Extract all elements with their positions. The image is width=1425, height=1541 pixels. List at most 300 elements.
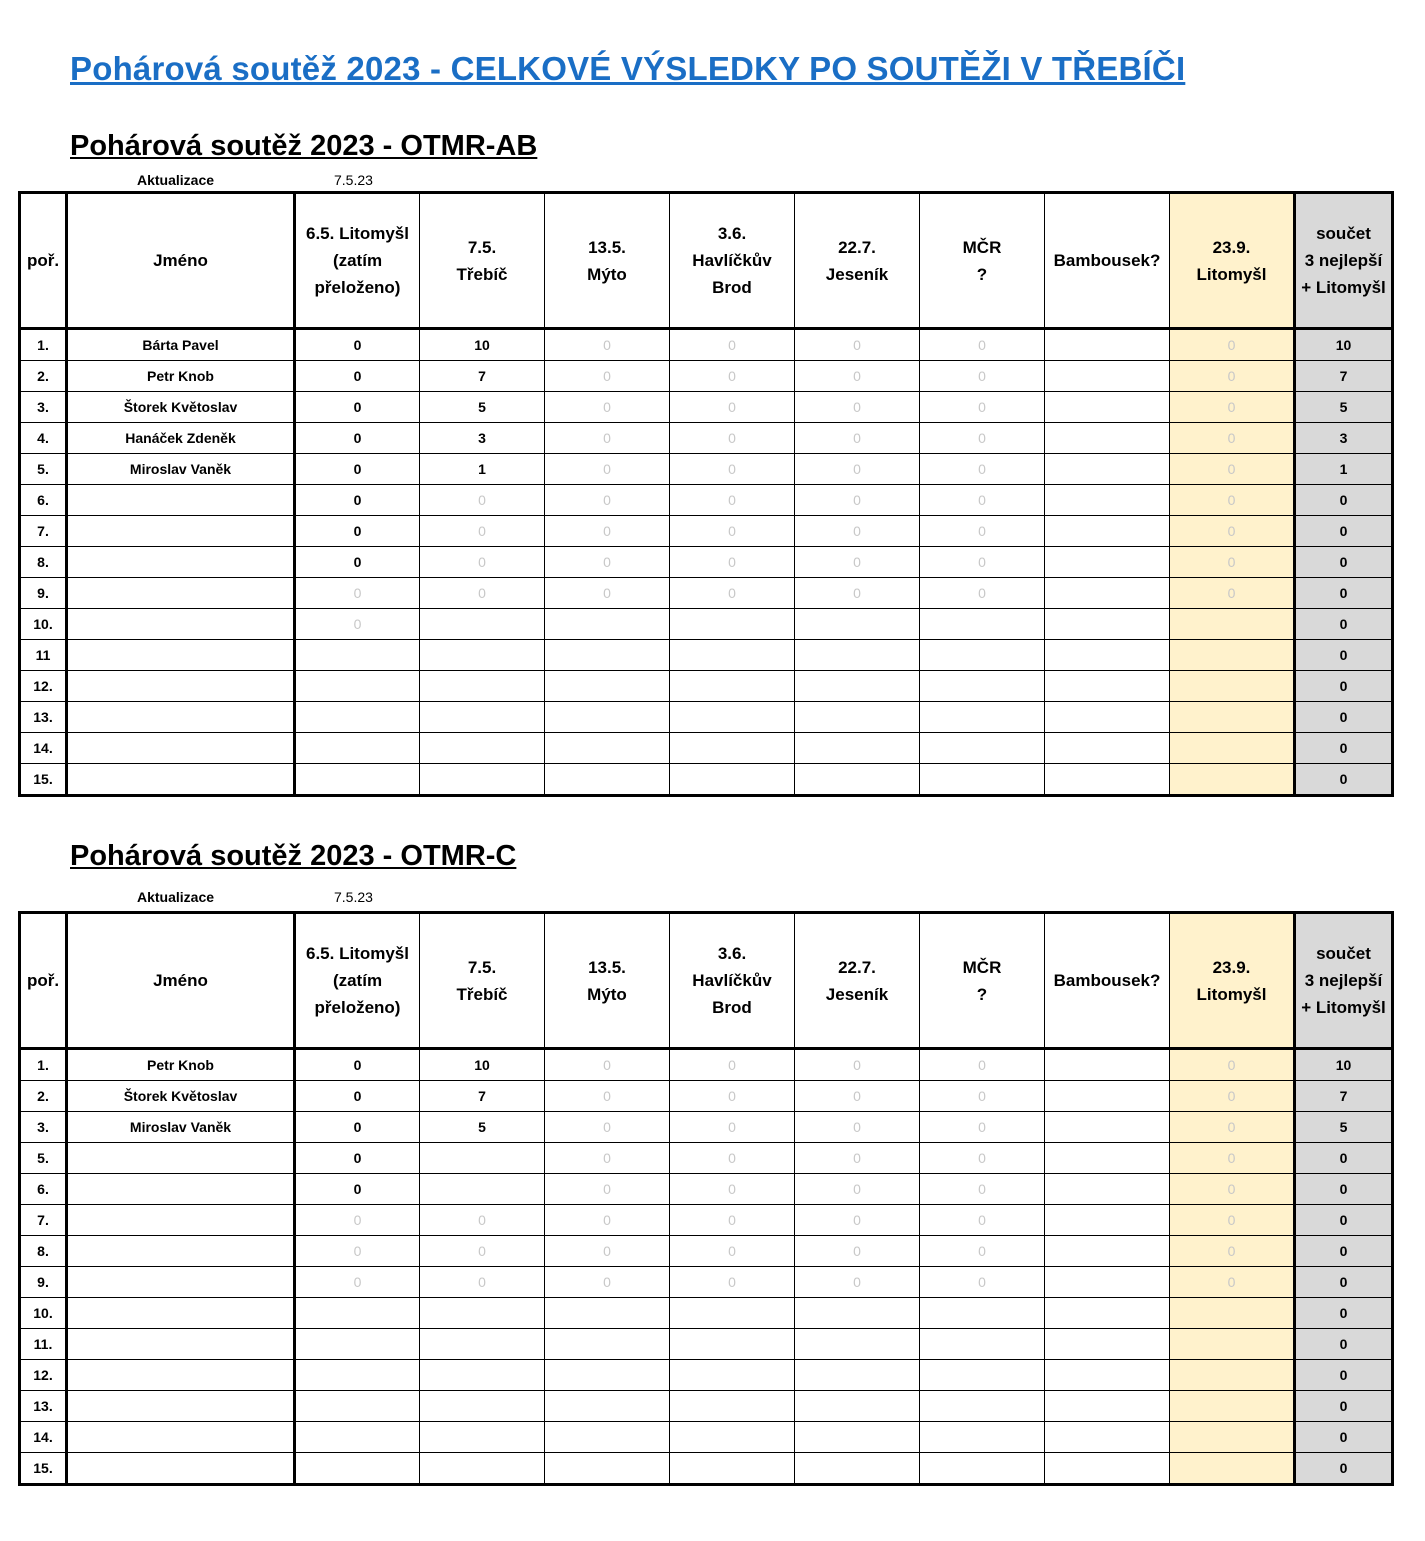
score-cell-litomysl-65: 0 <box>295 516 420 547</box>
column-header-litomysl-65: 6.5. Litomyšl (zatím přeloženo) <box>295 193 420 329</box>
score-cell-bambousek <box>1045 392 1170 423</box>
score-cell-bambousek <box>1045 1205 1170 1236</box>
score-cell-bambousek <box>1045 547 1170 578</box>
score-cell-bambousek <box>1045 516 1170 547</box>
score-cell-litomysl-239: 0 <box>1170 329 1295 361</box>
score-cell-jesenik-227 <box>795 764 920 796</box>
score-cell-havlickuv-brod-36: 0 <box>670 1143 795 1174</box>
score-cell-mcr <box>920 671 1045 702</box>
score-cell-jesenik-227: 0 <box>795 547 920 578</box>
score-cell-bambousek <box>1045 454 1170 485</box>
score-cell-myto-135 <box>545 1453 670 1485</box>
rank-cell: 2. <box>20 361 67 392</box>
table-row <box>20 764 1393 796</box>
rank-cell: 3. <box>20 392 67 423</box>
score-cell-litomysl-239: 0 <box>1170 1049 1295 1081</box>
table-row <box>20 454 1393 485</box>
competitor-name <box>67 1391 295 1422</box>
rank-cell: 14. <box>20 733 67 764</box>
score-cell-litomysl-239: 0 <box>1170 1143 1295 1174</box>
competitor-name: Miroslav Vaněk <box>67 454 295 485</box>
score-cell-jesenik-227 <box>795 609 920 640</box>
score-cell-havlickuv-brod-36 <box>670 640 795 671</box>
score-cell-litomysl-239: 0 <box>1170 1174 1295 1205</box>
score-cell-litomysl-239: 0 <box>1170 1205 1295 1236</box>
table-row <box>20 1049 1393 1081</box>
competitor-name <box>67 1453 295 1485</box>
score-cell-trebic-75 <box>420 1391 545 1422</box>
score-cell-jesenik-227: 0 <box>795 329 920 361</box>
score-cell-litomysl-239: 0 <box>1170 454 1295 485</box>
score-cell-litomysl-239 <box>1170 609 1295 640</box>
competitor-name <box>67 1422 295 1453</box>
column-header-bambousek: Bambousek? <box>1045 913 1170 1049</box>
competitor-name: Štorek Květoslav <box>67 392 295 423</box>
score-cell-trebic-75: 0 <box>420 1205 545 1236</box>
score-cell-trebic-75: 10 <box>420 329 545 361</box>
score-cell-havlickuv-brod-36: 0 <box>670 329 795 361</box>
table-row <box>20 671 1393 702</box>
section-title-otmr-c: Pohárová soutěž 2023 - OTMR-C <box>70 840 517 872</box>
table-row <box>20 578 1393 609</box>
column-header-name: Jméno <box>67 913 295 1049</box>
table-row <box>20 640 1393 671</box>
score-cell-bambousek <box>1045 1143 1170 1174</box>
score-cell-trebic-75: 7 <box>420 1081 545 1112</box>
score-cell-myto-135 <box>545 1298 670 1329</box>
total-score: 0 <box>1295 609 1393 640</box>
total-score: 7 <box>1295 361 1393 392</box>
score-cell-trebic-75 <box>420 733 545 764</box>
score-cell-litomysl-239: 0 <box>1170 1081 1295 1112</box>
score-cell-havlickuv-brod-36: 0 <box>670 1081 795 1112</box>
score-cell-bambousek <box>1045 671 1170 702</box>
score-cell-litomysl-239 <box>1170 1391 1295 1422</box>
column-header-litomysl-65: 6.5. Litomyšl (zatím přeloženo) <box>295 913 420 1049</box>
score-cell-jesenik-227 <box>795 733 920 764</box>
score-cell-litomysl-65 <box>295 1360 420 1391</box>
score-cell-myto-135: 0 <box>545 1267 670 1298</box>
score-cell-myto-135: 0 <box>545 516 670 547</box>
score-cell-litomysl-65 <box>295 1329 420 1360</box>
score-cell-trebic-75: 3 <box>420 423 545 454</box>
score-cell-trebic-75 <box>420 1143 545 1174</box>
competitor-name <box>67 578 295 609</box>
score-cell-havlickuv-brod-36 <box>670 733 795 764</box>
table-row <box>20 702 1393 733</box>
score-cell-jesenik-227 <box>795 1391 920 1422</box>
score-cell-myto-135 <box>545 1422 670 1453</box>
table-row <box>20 1391 1393 1422</box>
total-score: 0 <box>1295 1236 1393 1267</box>
score-cell-jesenik-227: 0 <box>795 392 920 423</box>
score-cell-litomysl-65: 0 <box>295 1081 420 1112</box>
score-cell-jesenik-227: 0 <box>795 1049 920 1081</box>
rank-cell: 13. <box>20 1391 67 1422</box>
score-cell-bambousek <box>1045 702 1170 733</box>
score-cell-myto-135: 0 <box>545 547 670 578</box>
score-cell-mcr <box>920 764 1045 796</box>
table-row <box>20 1143 1393 1174</box>
score-cell-havlickuv-brod-36: 0 <box>670 423 795 454</box>
score-cell-trebic-75 <box>420 1298 545 1329</box>
score-cell-mcr: 0 <box>920 1143 1045 1174</box>
score-cell-litomysl-65 <box>295 1391 420 1422</box>
competitor-name <box>67 1360 295 1391</box>
score-cell-bambousek <box>1045 1422 1170 1453</box>
rank-cell: 15. <box>20 764 67 796</box>
score-cell-jesenik-227: 0 <box>795 454 920 485</box>
update-date: 7.5.23 <box>334 172 373 188</box>
rank-cell: 5. <box>20 1143 67 1174</box>
score-cell-litomysl-239: 0 <box>1170 578 1295 609</box>
score-cell-mcr <box>920 1391 1045 1422</box>
score-cell-litomysl-65: 0 <box>295 423 420 454</box>
competitor-name <box>67 671 295 702</box>
score-cell-bambousek <box>1045 1298 1170 1329</box>
score-cell-bambousek <box>1045 329 1170 361</box>
score-cell-litomysl-65: 0 <box>295 1205 420 1236</box>
rank-cell: 6. <box>20 1174 67 1205</box>
rank-cell: 15. <box>20 1453 67 1485</box>
score-cell-litomysl-65: 0 <box>295 392 420 423</box>
score-cell-mcr: 0 <box>920 1049 1045 1081</box>
table-row <box>20 1236 1393 1267</box>
score-cell-myto-135 <box>545 1329 670 1360</box>
column-header-rank: poř. <box>20 913 67 1049</box>
document-title: Pohárová soutěž 2023 - CELKOVÉ VÝSLEDKY PO SOUTĚŽI V TŘEBÍČI <box>70 50 1186 87</box>
total-score: 10 <box>1295 329 1393 361</box>
score-cell-havlickuv-brod-36 <box>670 1391 795 1422</box>
score-cell-havlickuv-brod-36: 0 <box>670 516 795 547</box>
score-cell-litomysl-65 <box>295 702 420 733</box>
total-score: 5 <box>1295 392 1393 423</box>
score-cell-trebic-75 <box>420 702 545 733</box>
table-row <box>20 423 1393 454</box>
column-header-rank: poř. <box>20 193 67 329</box>
results-table-otmr-ab <box>18 191 1394 797</box>
score-cell-bambousek <box>1045 1236 1170 1267</box>
rank-cell: 2. <box>20 1081 67 1112</box>
score-cell-mcr <box>920 1453 1045 1485</box>
score-cell-litomysl-239: 0 <box>1170 361 1295 392</box>
column-header-havlickuv-brod-36: 3.6. Havlíčkův Brod <box>670 193 795 329</box>
score-cell-litomysl-239: 0 <box>1170 392 1295 423</box>
competitor-name <box>67 1267 295 1298</box>
rank-cell: 7. <box>20 516 67 547</box>
table-row <box>20 1205 1393 1236</box>
score-cell-jesenik-227: 0 <box>795 1143 920 1174</box>
score-cell-mcr: 0 <box>920 516 1045 547</box>
column-header-havlickuv-brod-36: 3.6. Havlíčkův Brod <box>670 913 795 1049</box>
competitor-name: Štorek Květoslav <box>67 1081 295 1112</box>
total-score: 0 <box>1295 1298 1393 1329</box>
score-cell-mcr <box>920 1329 1045 1360</box>
update-label: Aktualizace <box>137 889 215 905</box>
score-cell-mcr <box>920 702 1045 733</box>
score-cell-mcr: 0 <box>920 1205 1045 1236</box>
column-header-mcr: MČR ? <box>920 193 1045 329</box>
score-cell-litomysl-65: 0 <box>295 1236 420 1267</box>
score-cell-trebic-75 <box>420 764 545 796</box>
score-cell-trebic-75: 0 <box>420 1267 545 1298</box>
table-row <box>20 1298 1393 1329</box>
total-score: 1 <box>1295 454 1393 485</box>
table-row <box>20 361 1393 392</box>
column-header-litomysl-239: 23.9. Litomyšl <box>1170 193 1295 329</box>
total-score: 0 <box>1295 1329 1393 1360</box>
score-cell-trebic-75: 5 <box>420 392 545 423</box>
score-cell-bambousek <box>1045 764 1170 796</box>
score-cell-litomysl-239 <box>1170 1329 1295 1360</box>
score-cell-trebic-75: 0 <box>420 516 545 547</box>
score-cell-havlickuv-brod-36: 0 <box>670 392 795 423</box>
score-cell-myto-135 <box>545 733 670 764</box>
score-cell-trebic-75: 0 <box>420 485 545 516</box>
score-cell-havlickuv-brod-36 <box>670 764 795 796</box>
score-cell-litomysl-239 <box>1170 671 1295 702</box>
rank-cell: 13. <box>20 702 67 733</box>
score-cell-litomysl-65: 0 <box>295 454 420 485</box>
score-cell-myto-135: 0 <box>545 578 670 609</box>
score-cell-myto-135 <box>545 609 670 640</box>
total-score: 0 <box>1295 1143 1393 1174</box>
score-cell-bambousek <box>1045 485 1170 516</box>
score-cell-bambousek <box>1045 733 1170 764</box>
score-cell-jesenik-227: 0 <box>795 1205 920 1236</box>
score-cell-litomysl-239: 0 <box>1170 1267 1295 1298</box>
score-cell-bambousek <box>1045 1049 1170 1081</box>
score-cell-litomysl-65: 0 <box>295 547 420 578</box>
score-cell-bambousek <box>1045 1360 1170 1391</box>
score-cell-litomysl-239: 0 <box>1170 485 1295 516</box>
rank-cell: 6. <box>20 485 67 516</box>
competitor-name <box>67 640 295 671</box>
rank-cell: 11 <box>20 640 67 671</box>
score-cell-litomysl-65 <box>295 733 420 764</box>
score-cell-havlickuv-brod-36: 0 <box>670 485 795 516</box>
table-row <box>20 1360 1393 1391</box>
rank-cell: 9. <box>20 578 67 609</box>
score-cell-mcr <box>920 640 1045 671</box>
score-cell-myto-135: 0 <box>545 1143 670 1174</box>
score-cell-litomysl-239: 0 <box>1170 423 1295 454</box>
competitor-name <box>67 1205 295 1236</box>
column-header-mcr: MČR ? <box>920 913 1045 1049</box>
score-cell-mcr <box>920 1360 1045 1391</box>
score-cell-mcr: 0 <box>920 454 1045 485</box>
score-cell-jesenik-227 <box>795 1360 920 1391</box>
score-cell-mcr: 0 <box>920 485 1045 516</box>
score-cell-jesenik-227: 0 <box>795 485 920 516</box>
total-score: 7 <box>1295 1081 1393 1112</box>
score-cell-mcr <box>920 1422 1045 1453</box>
score-cell-bambousek <box>1045 1329 1170 1360</box>
column-header-sum: součet 3 nejlepší + Litomyšl <box>1295 193 1393 329</box>
score-cell-litomysl-65 <box>295 640 420 671</box>
score-cell-trebic-75 <box>420 609 545 640</box>
rank-cell: 5. <box>20 454 67 485</box>
rank-cell: 8. <box>20 547 67 578</box>
score-cell-havlickuv-brod-36: 0 <box>670 361 795 392</box>
rank-cell: 1. <box>20 329 67 361</box>
score-cell-myto-135: 0 <box>545 392 670 423</box>
column-header-jesenik-227: 22.7. Jeseník <box>795 913 920 1049</box>
competitor-name <box>67 547 295 578</box>
score-cell-litomysl-239: 0 <box>1170 516 1295 547</box>
score-cell-havlickuv-brod-36: 0 <box>670 1267 795 1298</box>
score-cell-bambousek <box>1045 423 1170 454</box>
table-row <box>20 733 1393 764</box>
score-cell-litomysl-65: 0 <box>295 1174 420 1205</box>
rank-cell: 11. <box>20 1329 67 1360</box>
score-cell-havlickuv-brod-36 <box>670 671 795 702</box>
score-cell-litomysl-65: 0 <box>295 578 420 609</box>
score-cell-jesenik-227 <box>795 671 920 702</box>
score-cell-myto-135: 0 <box>545 361 670 392</box>
score-cell-mcr: 0 <box>920 423 1045 454</box>
score-cell-havlickuv-brod-36: 0 <box>670 1174 795 1205</box>
table-row <box>20 1081 1393 1112</box>
score-cell-jesenik-227: 0 <box>795 1112 920 1143</box>
score-cell-litomysl-239 <box>1170 640 1295 671</box>
score-cell-litomysl-65 <box>295 671 420 702</box>
score-cell-jesenik-227 <box>795 1329 920 1360</box>
score-cell-havlickuv-brod-36: 0 <box>670 578 795 609</box>
rank-cell: 1. <box>20 1049 67 1081</box>
score-cell-bambousek <box>1045 1081 1170 1112</box>
score-cell-bambousek <box>1045 640 1170 671</box>
competitor-name <box>67 1174 295 1205</box>
score-cell-jesenik-227: 0 <box>795 578 920 609</box>
score-cell-myto-135 <box>545 702 670 733</box>
table-row <box>20 485 1393 516</box>
competitor-name <box>67 733 295 764</box>
score-cell-litomysl-65: 0 <box>295 1267 420 1298</box>
total-score: 0 <box>1295 516 1393 547</box>
score-cell-havlickuv-brod-36 <box>670 702 795 733</box>
score-cell-havlickuv-brod-36: 0 <box>670 1112 795 1143</box>
table-row <box>20 1453 1393 1485</box>
score-cell-litomysl-239 <box>1170 1298 1295 1329</box>
score-cell-litomysl-65: 0 <box>295 485 420 516</box>
table-row <box>20 547 1393 578</box>
total-score: 5 <box>1295 1112 1393 1143</box>
total-score: 0 <box>1295 1267 1393 1298</box>
table-row <box>20 1422 1393 1453</box>
score-cell-litomysl-65: 0 <box>295 1143 420 1174</box>
score-cell-jesenik-227 <box>795 640 920 671</box>
score-cell-litomysl-65 <box>295 1422 420 1453</box>
competitor-name <box>67 609 295 640</box>
score-cell-trebic-75 <box>420 640 545 671</box>
score-cell-bambousek <box>1045 1112 1170 1143</box>
score-cell-trebic-75 <box>420 1329 545 1360</box>
score-cell-trebic-75: 10 <box>420 1049 545 1081</box>
total-score: 0 <box>1295 1174 1393 1205</box>
score-cell-myto-135 <box>545 764 670 796</box>
rank-cell: 7. <box>20 1205 67 1236</box>
competitor-name: Hanáček Zdeněk <box>67 423 295 454</box>
results-table-otmr-c <box>18 911 1394 1486</box>
score-cell-litomysl-65: 0 <box>295 361 420 392</box>
score-cell-havlickuv-brod-36: 0 <box>670 1205 795 1236</box>
column-header-myto-135: 13.5. Mýto <box>545 193 670 329</box>
competitor-name <box>67 1298 295 1329</box>
score-cell-litomysl-239 <box>1170 702 1295 733</box>
column-header-bambousek: Bambousek? <box>1045 193 1170 329</box>
score-cell-myto-135: 0 <box>545 423 670 454</box>
column-header-name: Jméno <box>67 193 295 329</box>
rank-cell: 9. <box>20 1267 67 1298</box>
score-cell-litomysl-239 <box>1170 764 1295 796</box>
score-cell-mcr: 0 <box>920 329 1045 361</box>
score-cell-mcr: 0 <box>920 547 1045 578</box>
score-cell-myto-135: 0 <box>545 1205 670 1236</box>
score-cell-myto-135: 0 <box>545 454 670 485</box>
header-row <box>20 913 1393 1049</box>
score-cell-bambousek <box>1045 361 1170 392</box>
score-cell-havlickuv-brod-36: 0 <box>670 454 795 485</box>
score-cell-bambousek <box>1045 578 1170 609</box>
score-cell-trebic-75: 1 <box>420 454 545 485</box>
rank-cell: 10. <box>20 1298 67 1329</box>
score-cell-havlickuv-brod-36 <box>670 1329 795 1360</box>
competitor-name <box>67 764 295 796</box>
score-cell-mcr: 0 <box>920 1267 1045 1298</box>
table-row <box>20 1174 1393 1205</box>
score-cell-mcr: 0 <box>920 1174 1045 1205</box>
score-cell-havlickuv-brod-36 <box>670 1453 795 1485</box>
score-cell-myto-135 <box>545 1360 670 1391</box>
score-cell-jesenik-227: 0 <box>795 1174 920 1205</box>
score-cell-litomysl-65: 0 <box>295 329 420 361</box>
rank-cell: 3. <box>20 1112 67 1143</box>
score-cell-trebic-75 <box>420 1174 545 1205</box>
column-header-myto-135: 13.5. Mýto <box>545 913 670 1049</box>
score-cell-mcr: 0 <box>920 361 1045 392</box>
column-header-jesenik-227: 22.7. Jeseník <box>795 193 920 329</box>
score-cell-myto-135: 0 <box>545 1236 670 1267</box>
competitor-name <box>67 1236 295 1267</box>
score-cell-jesenik-227: 0 <box>795 1236 920 1267</box>
competitor-name <box>67 1143 295 1174</box>
rank-cell: 10. <box>20 609 67 640</box>
competitor-name <box>67 516 295 547</box>
score-cell-havlickuv-brod-36: 0 <box>670 547 795 578</box>
table-row <box>20 609 1393 640</box>
total-score: 0 <box>1295 764 1393 796</box>
score-cell-jesenik-227: 0 <box>795 1267 920 1298</box>
score-cell-trebic-75 <box>420 671 545 702</box>
score-cell-myto-135: 0 <box>545 1174 670 1205</box>
score-cell-mcr: 0 <box>920 578 1045 609</box>
table-row <box>20 1267 1393 1298</box>
score-cell-havlickuv-brod-36: 0 <box>670 1049 795 1081</box>
score-cell-litomysl-239: 0 <box>1170 1236 1295 1267</box>
column-header-litomysl-239: 23.9. Litomyšl <box>1170 913 1295 1049</box>
score-cell-jesenik-227: 0 <box>795 1081 920 1112</box>
table-row <box>20 329 1393 361</box>
score-cell-myto-135: 0 <box>545 1112 670 1143</box>
score-cell-trebic-75 <box>420 1422 545 1453</box>
score-cell-jesenik-227 <box>795 1422 920 1453</box>
score-cell-jesenik-227: 0 <box>795 423 920 454</box>
score-cell-litomysl-239 <box>1170 1422 1295 1453</box>
score-cell-myto-135: 0 <box>545 485 670 516</box>
total-score: 0 <box>1295 578 1393 609</box>
total-score: 0 <box>1295 702 1393 733</box>
